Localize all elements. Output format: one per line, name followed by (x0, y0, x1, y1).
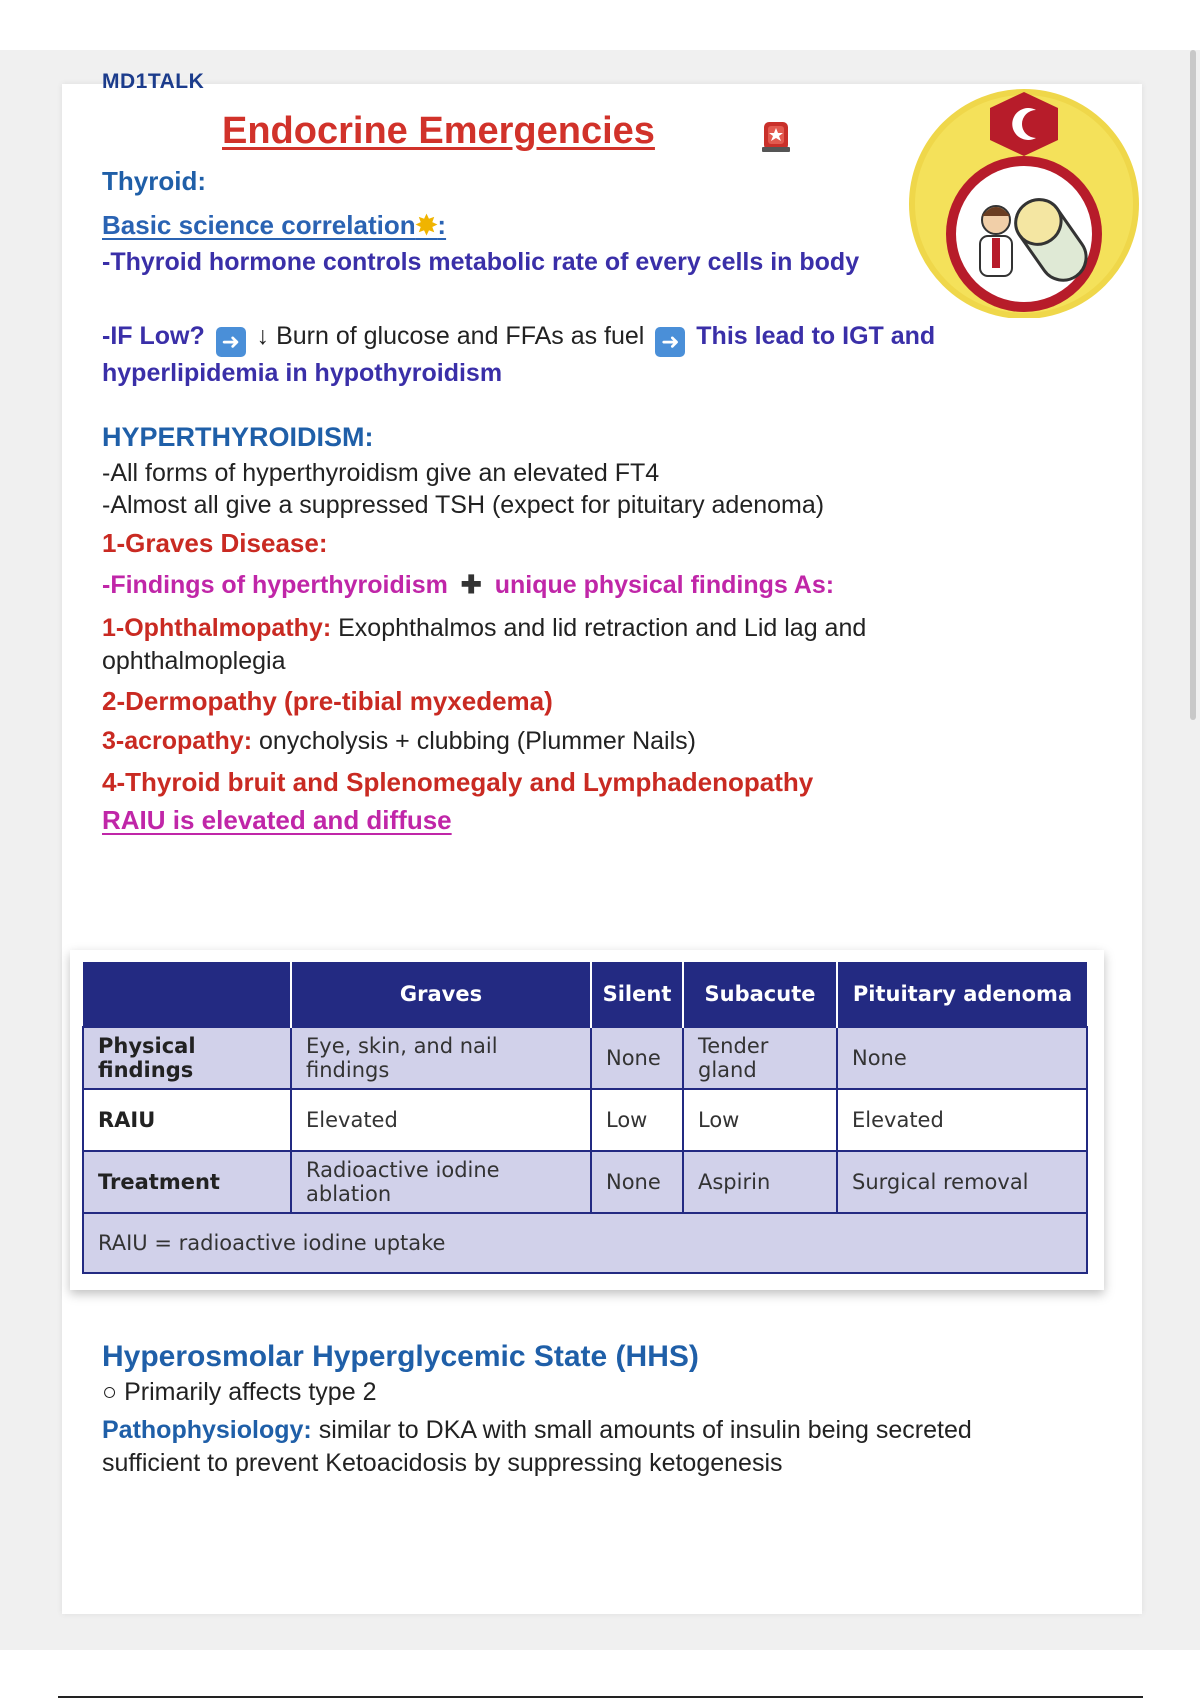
siren-icon (762, 116, 790, 152)
acropathy-text: onycholysis + clubbing (Plummer Nails) (259, 727, 696, 755)
if-low-text: -IF Low? (102, 322, 205, 350)
table-footnote: RAIU = radioactive iodine uptake (83, 1213, 1087, 1273)
top-margin (0, 0, 1200, 50)
page-title: Endocrine Emergencies (222, 110, 655, 152)
table-row (83, 1089, 1087, 1151)
findings-a: -Findings of hyperthyroidism (102, 571, 448, 599)
ophthalmopathy-item (102, 612, 1002, 678)
star-icon: ✸ (415, 210, 438, 240)
table-cell: None (591, 1027, 683, 1089)
thyroid-line-1: -Thyroid hormone controls metabolic rate of every cells in body (102, 248, 860, 276)
scrollbar[interactable] (1190, 50, 1196, 720)
table-cell: Low (683, 1089, 837, 1151)
basic-science-heading (102, 210, 446, 241)
comparison-table (82, 962, 1088, 1274)
pathophysiology-text: similar to DKA with small amounts of insulin being secreted sufficient to prevent Ketoacidosis by suppressing ketogenesis (102, 1416, 972, 1477)
raiu-note: RAIU is elevated and diffuse (102, 805, 452, 835)
table-header-silent: Silent (591, 962, 683, 1027)
thyroid-line-2 (102, 320, 982, 390)
table-row (83, 1151, 1087, 1213)
right-arrow-icon: ➜ (655, 327, 685, 357)
findings-b: unique physical findings As: (494, 571, 835, 599)
thyroid-heading: Thyroid: (102, 166, 206, 196)
comparison-table-card (70, 950, 1104, 1290)
ophthalmopathy-label: 1-Ophthalmopathy: (102, 614, 332, 642)
md1talk-logo (908, 86, 1140, 318)
burn-text: ↓ Burn of glucose and FFAs as fuel (256, 322, 645, 350)
table-cell: RAIU (83, 1089, 291, 1151)
dermopathy-item: 2-Dermopathy (pre-tibial myxedema) (102, 686, 553, 716)
hhs-bullet (102, 1378, 376, 1407)
table-cell: Radioactive iodine ablation (291, 1151, 591, 1213)
table-header-subacute: Subacute (683, 962, 837, 1027)
table-cell: Tender gland (683, 1027, 837, 1089)
table-header-pituitary: Pituitary adenoma (837, 962, 1087, 1027)
tsh-note: -Almost all give a suppressed TSH (expect for pituitary adenoma) (102, 491, 825, 519)
basic-science-label: Basic science correlation (102, 210, 416, 240)
bottom-margin (0, 1650, 1200, 1700)
table-cell: Aspirin (683, 1151, 837, 1213)
hhs-heading: Hyperosmolar Hyperglycemic State (HHS) (102, 1340, 699, 1373)
findings-line (102, 570, 834, 600)
plus-icon: ✚ (460, 571, 482, 599)
graves-heading: 1-Graves Disease: (102, 528, 328, 558)
hhs-bullet-text: Primarily affects type 2 (124, 1378, 377, 1406)
ophthalmopathy-text: Exophthalmos and lid retraction and Lid lag and ophthalmoplegia (102, 614, 867, 675)
table-cell: Physical findings (83, 1027, 291, 1089)
ft4-note: -All forms of hyperthyroidism give an elevated FT4 (102, 459, 660, 487)
right-arrow-icon: ➜ (216, 327, 246, 357)
bottom-divider (58, 1696, 1143, 1698)
table-cell: Elevated (837, 1089, 1087, 1151)
table-footnote-row (83, 1213, 1087, 1273)
thyroid-bruit-item: 4-Thyroid bruit and Splenomegaly and Lymphadenopathy (102, 767, 814, 797)
table-cell: Surgical removal (837, 1151, 1087, 1213)
hyperthyroidism-notes (102, 457, 824, 521)
table-header-empty (83, 962, 291, 1027)
table-cell: Low (591, 1089, 683, 1151)
hyperthyroidism-heading: HYPERTHYROIDISM: (102, 422, 374, 452)
table-cell: None (591, 1151, 683, 1213)
brand-label: MD1TALK (102, 70, 205, 93)
table-row (83, 1027, 1087, 1089)
table-cell: None (837, 1027, 1087, 1089)
table-header-graves: Graves (291, 962, 591, 1027)
table-cell: Treatment (83, 1151, 291, 1213)
basic-science-colon: : (437, 210, 447, 240)
pathophysiology-paragraph (102, 1414, 1022, 1480)
acropathy-label: 3-acropathy: (102, 727, 253, 755)
table-cell: Elevated (291, 1089, 591, 1151)
igt-text: This lead to IGT and hyperlipidemia in hypothyroidism (102, 322, 936, 387)
pathophysiology-label: Pathophysiology: (102, 1416, 312, 1444)
acropathy-item (102, 727, 696, 756)
table-cell: Eye, skin, and nail findings (291, 1027, 591, 1089)
circle-bullet-icon: ○ (102, 1378, 118, 1406)
